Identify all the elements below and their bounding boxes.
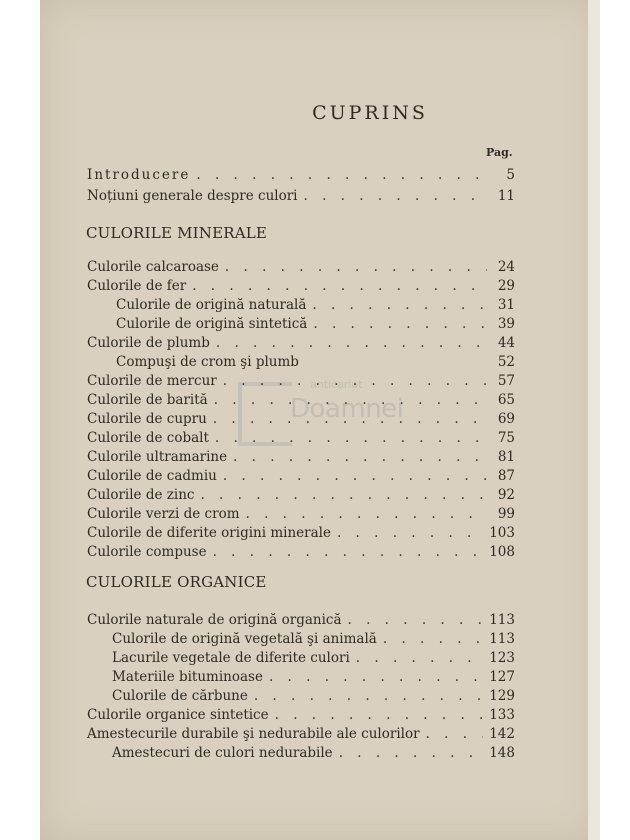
toc-leader [426, 726, 484, 742]
toc-label: Compuşi de crom şi plumb [116, 354, 299, 370]
toc-leader [313, 316, 487, 332]
toc-entry [87, 506, 515, 526]
toc-label: Culorile de cărbune [112, 688, 248, 704]
toc-label: Culorile de cupru [87, 411, 207, 427]
toc-label: Amestecurile durabile şi nedurabile ale culorilor [87, 726, 420, 742]
toc-label: Culorile de cadmiu [87, 468, 217, 484]
toc-leader [337, 525, 483, 541]
toc-entry [112, 669, 515, 689]
toc-leader [348, 612, 484, 628]
toc-leader [216, 335, 487, 351]
toc-leader [304, 188, 487, 204]
toc-page: 52 [497, 354, 515, 370]
toc-page: 133 [489, 707, 515, 723]
toc-page: 29 [497, 278, 515, 294]
toc-label: Culorile de origină vegetală şi animală [112, 631, 377, 647]
toc-entry [112, 631, 515, 651]
toc-entry [87, 259, 515, 279]
toc-leader [223, 373, 487, 389]
toc-page: 129 [489, 688, 515, 704]
toc-page: 81 [497, 449, 515, 465]
toc-page: 123 [489, 650, 515, 666]
toc-label: Culorile de diferite origini minerale [87, 525, 331, 541]
toc-label: Culorile de zinc [87, 487, 195, 503]
toc-label: Culorile de barită [87, 392, 208, 408]
watermark-big-text: Doamnei [290, 394, 404, 424]
toc-label: Culorile de origină sintetică [116, 316, 308, 332]
toc-label: Lacurile vegetale de diferite culori [112, 650, 350, 666]
toc-leader [225, 259, 487, 275]
toc-leader [254, 688, 483, 704]
toc-entry [87, 726, 515, 746]
toc-leader [214, 392, 487, 408]
toc-leader [269, 669, 483, 685]
toc-leader [192, 278, 487, 294]
toc-leader [213, 544, 484, 560]
toc-entry [112, 688, 515, 708]
toc-page: 5 [506, 167, 515, 183]
toc-leader [383, 631, 483, 647]
toc-page: 99 [497, 506, 515, 522]
toc-entry [116, 297, 515, 317]
toc-page: 39 [497, 316, 515, 332]
toc-leader [356, 650, 483, 666]
toc-label: Introducere [87, 167, 191, 183]
toc-label: Culorile de mercur [87, 373, 217, 389]
toc-label: Materiile bituminoase [112, 669, 263, 685]
page-title: CUPRINS [312, 102, 428, 124]
toc-entry [87, 335, 515, 355]
toc-entry [87, 411, 515, 431]
toc-label: Culorile de plumb [87, 335, 210, 351]
toc-entry [87, 449, 515, 469]
toc-label: Noțiuni generale despre culori [87, 188, 298, 204]
toc-entry [87, 278, 515, 298]
toc-page: 75 [497, 430, 515, 446]
toc-label: Culorile de fer [87, 278, 187, 294]
toc-label: Culorile ultramarine [87, 449, 228, 465]
section-heading-organice: CULORILE ORGANICE [86, 573, 267, 591]
toc-label: Culorile compuse [87, 544, 207, 560]
toc-page: 44 [497, 335, 515, 351]
toc-entry [116, 316, 515, 336]
toc-label: Culorile naturale de origină organică [87, 612, 342, 628]
toc-entry [87, 468, 515, 488]
toc-label: Amestecuri de culori nedurabile [112, 745, 333, 761]
toc-leader [246, 506, 488, 522]
toc-leader [339, 745, 484, 761]
toc-label: Culorile de cobalt [87, 430, 209, 446]
toc-entry [87, 487, 515, 507]
toc-label: Culorile calcaroase [87, 259, 219, 275]
toc-page: 92 [497, 487, 515, 503]
toc-entry [87, 188, 515, 208]
toc-label: Culorile organice sintetice [87, 707, 269, 723]
toc-page: 65 [497, 392, 515, 408]
toc-page: 108 [489, 544, 515, 560]
toc-page: 31 [497, 297, 515, 313]
toc-entry [112, 745, 515, 765]
toc-entry [87, 430, 515, 450]
toc-leader [213, 411, 487, 427]
toc-leader [200, 487, 487, 503]
toc-label: Culorile de origină naturală [116, 297, 307, 313]
toc-leader [215, 430, 487, 446]
toc-page: 148 [489, 745, 515, 761]
toc-entry [87, 167, 515, 187]
toc-page: 113 [489, 631, 515, 647]
toc-page: 11 [497, 188, 515, 204]
toc-page: 87 [497, 468, 515, 484]
toc-entry [87, 392, 515, 412]
toc-leader [223, 468, 487, 484]
section-heading-minerale: CULORILE MINERALE [86, 224, 268, 242]
toc-entry [87, 544, 515, 564]
toc-label: Culorile verzi de crom [87, 506, 240, 522]
toc-page: 113 [489, 612, 515, 628]
toc-page: 142 [489, 726, 515, 742]
toc-leader [196, 167, 487, 183]
toc-entry [116, 354, 515, 374]
toc-page: 103 [489, 525, 515, 541]
page-edge [588, 0, 600, 840]
toc-page: 69 [497, 411, 515, 427]
toc-page: 57 [497, 373, 515, 389]
toc-entry [87, 373, 515, 393]
toc-leader [312, 297, 487, 313]
toc-entry [112, 650, 515, 670]
toc-page: 127 [489, 669, 515, 685]
toc-entry [87, 525, 515, 545]
watermark-small-text: anticariat [310, 378, 363, 391]
toc-leader [275, 707, 484, 723]
toc-leader [233, 449, 487, 465]
page-column-header: Pag. [486, 146, 513, 159]
toc-page: 24 [497, 259, 515, 275]
toc-entry [87, 612, 515, 632]
toc-entry [87, 707, 515, 727]
